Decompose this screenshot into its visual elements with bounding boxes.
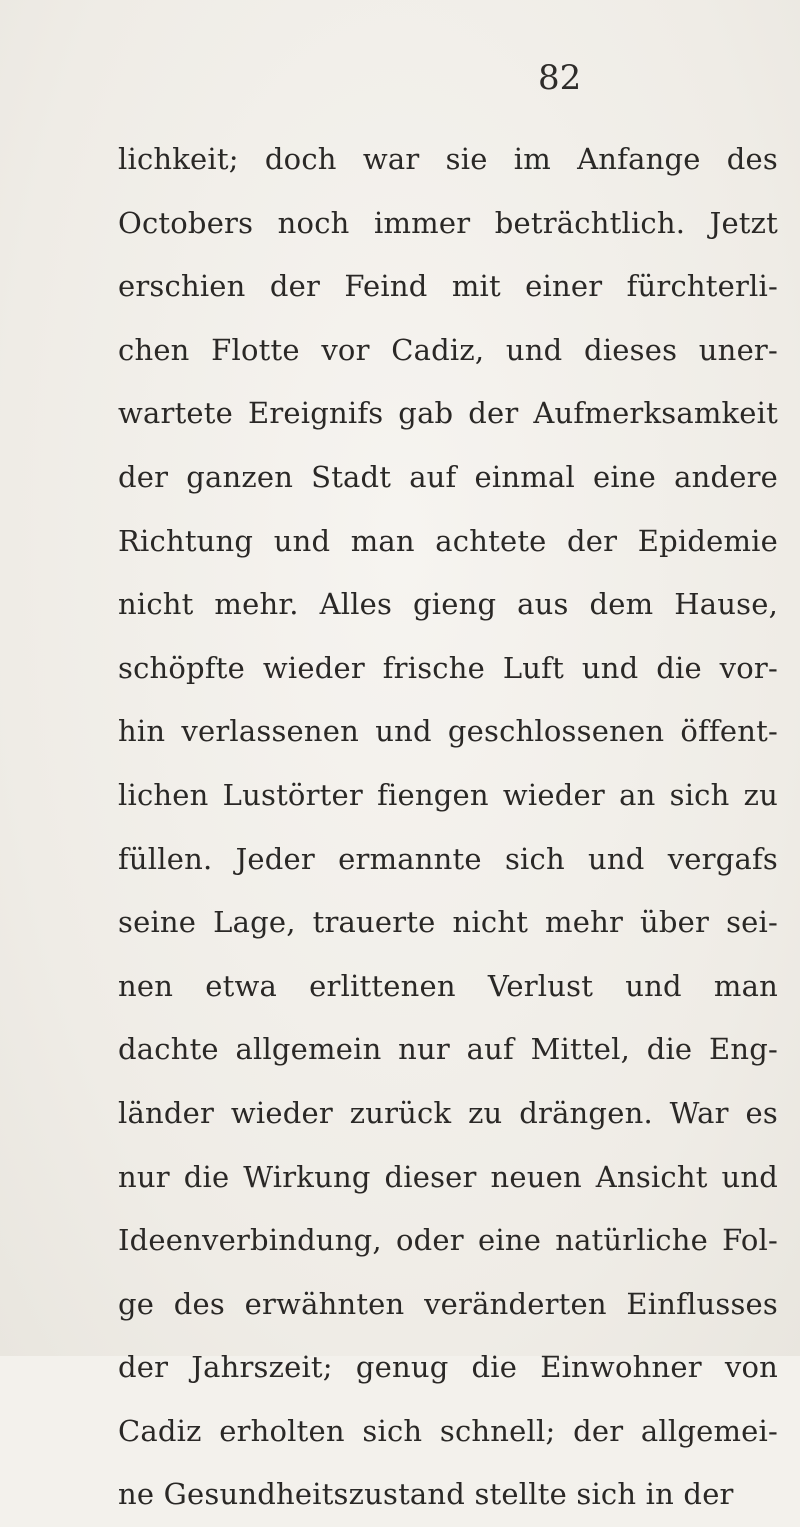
text-line: ne Gesundheitszustand stellte sich in der: [118, 1477, 734, 1512]
text-line: länder wieder zurück zu drängen. War es: [118, 1095, 778, 1130]
text-line: lichen Lustörter fiengen wieder an sich zu: [118, 777, 778, 812]
text-line: nen etwa erlittenen Verlust und man: [118, 968, 778, 1003]
text-line: dachte allgemein nur auf Mittel, die Eng-: [118, 1032, 778, 1067]
text-line: füllen. Jeder ermannte sich und vergafs: [118, 841, 778, 876]
text-line: Octobers noch immer beträchtlich. Jetzt: [118, 205, 778, 240]
text-line: wartete Ereignifs gab der Aufmerksamkeit: [118, 396, 778, 431]
text-line: der Jahrszeit; genug die Einwohner von: [118, 1350, 778, 1385]
text-line: seine Lage, trauerte nicht mehr über sei-: [118, 905, 778, 940]
text-line: schöpfte wieder frische Luft und die vor-: [118, 650, 778, 685]
text-line: chen Flotte vor Cadiz, und dieses uner-: [118, 332, 778, 367]
text-line: erschien der Feind mit einer fürchterli-: [118, 269, 778, 304]
text-line: hin verlassenen und geschlossenen öffent-: [118, 714, 778, 749]
text-line: Richtung und man achtete der Epidemie: [118, 523, 778, 558]
text-line: der ganzen Stadt auf einmal eine andere: [118, 459, 778, 494]
text-line: nur die Wirkung dieser neuen Ansicht und: [118, 1159, 778, 1194]
body-text: [118, 128, 778, 1527]
text-line: Ideenverbindung, oder eine natürliche Fol-: [118, 1223, 778, 1258]
text-line: nicht mehr. Alles gieng aus dem Hause,: [118, 587, 778, 622]
text-line: lichkeit; doch war sie im Anfange des: [118, 142, 778, 176]
text-line: Cadiz erholten sich schnell; der allgemei-: [118, 1413, 778, 1448]
page-number: 82: [538, 58, 582, 98]
text-line: ge des erwähnten veränderten Einflusses: [118, 1286, 778, 1321]
